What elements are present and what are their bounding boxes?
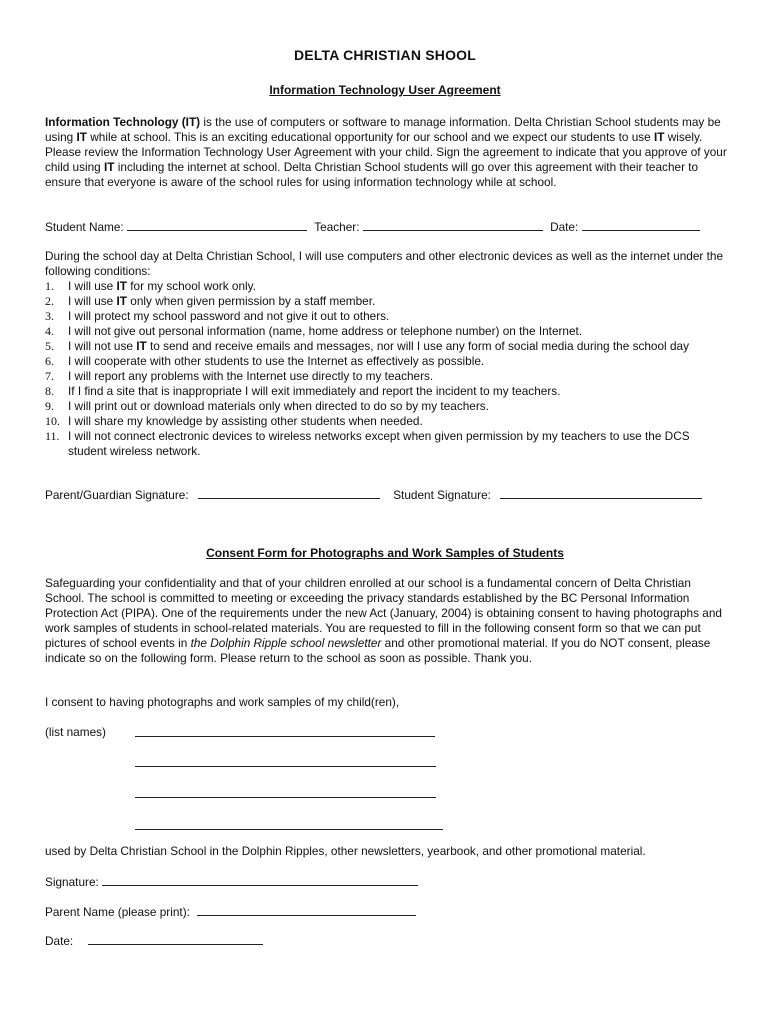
consent-statement: I consent to having photographs and work samples of my child(ren), xyxy=(45,695,400,709)
rule-number: 7. xyxy=(45,369,54,383)
rule-number: 5. xyxy=(45,339,54,353)
rule-text: I will share my knowledge by assisting other students when needed. xyxy=(68,414,423,428)
rule-item xyxy=(45,414,730,429)
rule-item xyxy=(45,429,730,459)
rule-number: 11. xyxy=(45,429,60,443)
student-info-row xyxy=(45,219,700,234)
rule-text: I will not use xyxy=(68,339,137,353)
usage-statement: used by Delta Christian School in the Dolphin Ripples, other newsletters, yearbook, and other promotional material. xyxy=(45,844,646,858)
it-intro-it-2: IT xyxy=(654,130,665,144)
rule-number: 4. xyxy=(45,324,54,338)
signature-row xyxy=(45,487,702,502)
rule-item xyxy=(45,354,730,369)
consent-signature-label: Signature: xyxy=(45,875,99,889)
rule-number: 3. xyxy=(45,309,54,323)
consent-intro-text-1: Safeguarding your confidentiality and that of your children enrolled at our school is a fundamental concern of Delta Christian School. The school is committed to meeting or exceeding the privacy standards established by the BC Personal Information Protection Act (PIPA). One of the requirements under the new Act (January, 2004) is obtaining consent to having photographs and work samples of students in school-related materials. You are requested to fill in the following consent form so that we can put pictures of school events in xyxy=(45,576,722,650)
it-intro-text-2: while at school. This is an exciting educational opportunity for our school and we expect our students to use xyxy=(86,130,654,144)
rule-text: I will cooperate with other students to use the Internet as effectively as possible. xyxy=(68,354,485,368)
rule-item xyxy=(45,384,730,399)
rule-text: only when given permission by a staff member. xyxy=(127,294,376,308)
date-field[interactable] xyxy=(582,219,700,231)
rule-text: to send and receive emails and messages, nor will I use any form of social media during the school day xyxy=(146,339,689,353)
consent-signature-row xyxy=(45,874,418,889)
rules-list xyxy=(45,279,730,459)
it-agreement-heading: Information Technology User Agreement xyxy=(269,83,501,97)
rule-item xyxy=(45,399,730,414)
rule-text: If I find a site that is inappropriate I will exit immediately and report the incident to my teachers. xyxy=(68,384,561,398)
rule-number: 1. xyxy=(45,279,54,293)
student-name-label: Student Name: xyxy=(45,220,124,234)
consent-form-heading: Consent Form for Photographs and Work Samples of Students xyxy=(206,546,564,560)
rule-text: I will print out or download materials only when directed to do so by my teachers. xyxy=(68,399,489,413)
consent-intro-italic: the Dolphin Ripple school newsletter xyxy=(190,636,382,650)
student-signature-label: Student Signature: xyxy=(393,488,491,502)
rule-number: 10. xyxy=(45,414,60,428)
school-title: DELTA CHRISTIAN SHOOL xyxy=(293,47,477,63)
rule-text: for my school work only. xyxy=(127,279,256,293)
rule-item xyxy=(45,279,730,294)
teacher-field[interactable] xyxy=(363,219,543,231)
rule-bold: IT xyxy=(116,279,127,293)
consent-date-field[interactable] xyxy=(88,933,263,945)
consent-intro-text-2: and other promotional material. If you do NOT consent, please indicate so on the following form. Please return to the school as soon as possible. Thank you. xyxy=(45,636,711,665)
parent-signature-field[interactable] xyxy=(198,487,380,499)
child-name-field-4[interactable] xyxy=(135,818,443,830)
list-names-label: (list names) xyxy=(45,725,106,739)
conditions-intro: During the school day at Delta Christian School, I will use computers and other electronic devices as well as the internet under the following conditions: xyxy=(45,249,724,278)
it-intro-lead: Information Technology (IT) xyxy=(45,115,201,129)
consent-signature-field[interactable] xyxy=(102,874,418,886)
child-name-field-2[interactable] xyxy=(135,755,436,767)
student-name-field[interactable] xyxy=(127,219,307,231)
rule-text: I will not give out personal information (name, home address or telephone number) on the Internet. xyxy=(68,324,583,338)
it-intro-text-1: is the use of computers or software to manage information. Delta Christian School students may be using xyxy=(45,115,721,144)
rule-number: 9. xyxy=(45,399,54,413)
consent-intro-paragraph xyxy=(45,576,730,666)
rule-item xyxy=(45,369,730,384)
rule-item xyxy=(45,324,730,339)
it-intro-text-4: including the internet at school. Delta Christian School students will go over this agreement with their teacher to ensure that everyone is aware of the school rules for using information technology while at school. xyxy=(45,160,699,189)
rule-text: I will report any problems with the Internet use directly to my teachers. xyxy=(68,369,434,383)
parent-signature-label: Parent/Guardian Signature: xyxy=(45,488,189,502)
it-intro-text-3: wisely. Please review the Information Technology User Agreement with your child. Sign the agreement to indicate that you approve of your child using xyxy=(45,130,727,174)
student-signature-field[interactable] xyxy=(500,487,702,499)
consent-date-label: Date: xyxy=(45,934,74,948)
rule-text: I will use xyxy=(68,279,117,293)
it-intro-it-3: IT xyxy=(104,160,115,174)
date-label: Date: xyxy=(550,220,579,234)
parent-name-field[interactable] xyxy=(197,904,416,916)
rule-item xyxy=(45,339,730,354)
parent-name-label: Parent Name (please print): xyxy=(45,905,190,919)
child-name-field-3[interactable] xyxy=(135,786,436,798)
parent-name-row xyxy=(45,904,416,919)
rule-number: 6. xyxy=(45,354,54,368)
teacher-label: Teacher: xyxy=(314,220,360,234)
child-name-field-1[interactable] xyxy=(135,725,435,737)
rule-text: I will protect my school password and not give it out to others. xyxy=(68,309,390,323)
rule-item xyxy=(45,294,730,309)
rule-item xyxy=(45,309,730,324)
rule-bold: IT xyxy=(136,339,147,353)
rule-number: 2. xyxy=(45,294,54,308)
rule-text: I will use xyxy=(68,294,117,308)
it-intro-paragraph xyxy=(45,115,730,190)
rule-text: I will not connect electronic devices to wireless networks except when given permission by my teachers to use the DCS student wireless network. xyxy=(68,429,690,458)
it-intro-it-1: IT xyxy=(76,130,87,144)
list-names-row xyxy=(45,725,106,739)
rule-number: 8. xyxy=(45,384,54,398)
rule-bold: IT xyxy=(116,294,127,308)
consent-date-row xyxy=(45,933,263,948)
